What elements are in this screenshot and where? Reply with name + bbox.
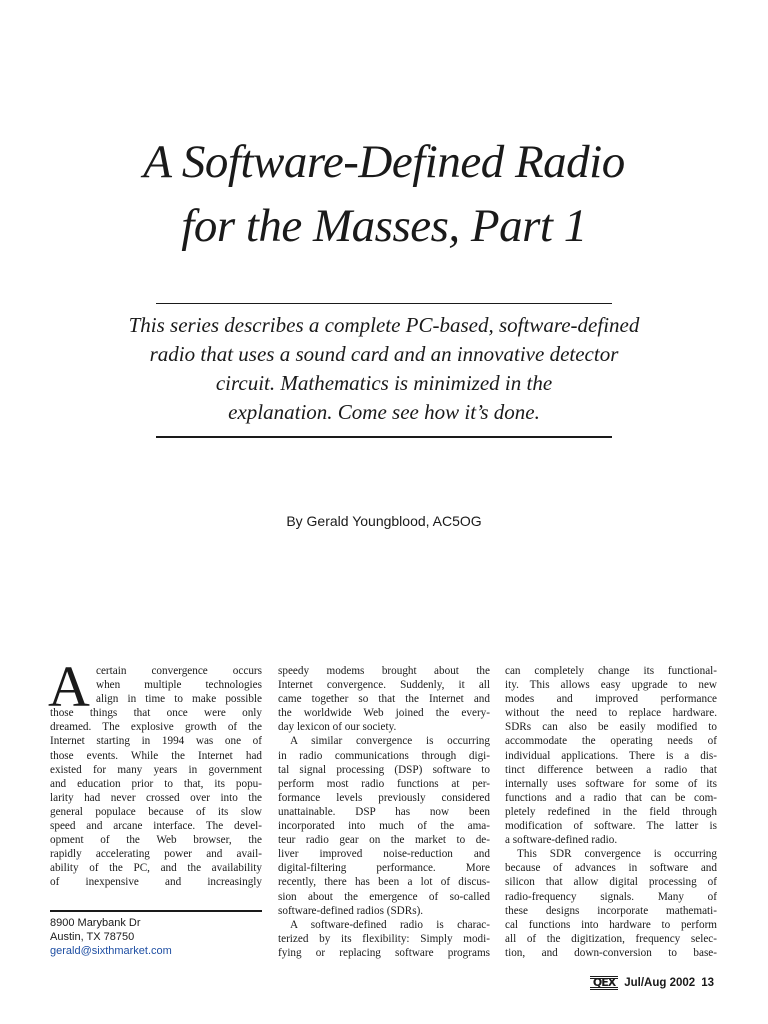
body-line: accommodate the operating needs of (505, 735, 717, 748)
body-line: those things that once were only (50, 707, 262, 720)
body-line: functions and a radio that can be com- (505, 791, 717, 804)
address-street: 8900 Marybank Dr (50, 917, 141, 929)
body-column-1 (48, 654, 262, 890)
body-line: Internet convergence. Suddenly, it all (278, 679, 490, 692)
body-line: a software-defined radio. (505, 834, 618, 847)
body-line: A similar convergence is occurring (290, 735, 490, 748)
body-line: and education prior to that, its popu- (50, 777, 262, 790)
body-line: speed and arcane interface. The devel- (50, 820, 262, 833)
body-line: software-defined radios (SDRs). (278, 904, 424, 917)
body-line: tal signal processing (DSP) software to (278, 763, 490, 776)
body-line: ity. This allows easy upgrade to new (505, 679, 717, 692)
title-line: for the Masses, Part 1 (181, 200, 587, 252)
body-line: existed for many years in government (50, 763, 262, 776)
body-line: internally uses software for some of its (505, 777, 717, 790)
body-line: recently, there has been a lot of discus- (278, 876, 490, 889)
body-line: tion, and down-conversion to base- (505, 946, 717, 959)
body-line: radio-frequency signals. Many of (505, 890, 717, 903)
body-line: day lexicon of our society. (278, 721, 397, 734)
body-line: Internet starting in 1994 was one of (50, 735, 262, 748)
body-line: silicon that allow digital processing of (505, 876, 717, 889)
deck-line: radio that uses a sound card and an innovative detector (149, 342, 619, 366)
page-footer (590, 976, 714, 990)
body-line: digital-filtering performance. More (278, 862, 490, 875)
body-column-2 (278, 664, 490, 960)
body-line: because of advances in software and (505, 862, 717, 875)
article-deck (110, 311, 658, 427)
body-line: SDRs can also be easily modified to (505, 721, 717, 734)
body-line: these designs incorporate mathemati- (505, 904, 717, 917)
body-line: rapidly accelerating power and avail- (50, 848, 262, 861)
body-line: without the need to replace hardware. (505, 707, 717, 720)
body-line: speedy modems brought about the (278, 665, 490, 677)
drop-cap: A (48, 654, 90, 719)
body-line: terized by its flexibility: Simply modi- (278, 932, 490, 945)
body-line: modification of software. The latter is (505, 820, 717, 833)
body-line: liver improved noise-reduction and (278, 848, 490, 861)
body-line: came together so that the Internet and (278, 693, 490, 706)
body-line: opment of the Web browser, the (50, 834, 262, 847)
body-line: in radio communications through digi- (278, 749, 490, 762)
body-line: teur radio gear on the market to de- (278, 834, 490, 847)
body-line: cal functions into hardware to perform (505, 918, 717, 931)
body-line: This SDR convergence is occurring (517, 848, 717, 861)
body-line: ability of the PC, and the availability (50, 862, 262, 875)
author-email-link[interactable]: gerald@sixthmarket.com (50, 945, 172, 957)
issue-date: Jul/Aug 2002 (624, 977, 696, 989)
body-column-3 (505, 664, 717, 960)
body-line: align in time to make possible (96, 693, 262, 706)
deck-bottom-rule (156, 436, 612, 438)
body-line: when multiple technologies (96, 679, 262, 692)
body-line: all of the digitization, frequency selec- (505, 932, 717, 945)
deck-line: circuit. Mathematics is minimized in the (215, 371, 553, 395)
body-line: perform most radio functions at per- (278, 777, 490, 790)
address-rule (50, 910, 262, 912)
title-line: A Software-Defined Radio (143, 136, 625, 188)
qex-logo: QEX (590, 976, 618, 990)
body-line: sion about the emergence of so-called (278, 890, 490, 903)
body-line: the worldwide Web joined the every- (278, 707, 490, 720)
body-line: modes and improved performance (505, 693, 717, 706)
body-line: certain convergence occurs (96, 665, 262, 677)
body-line: fying or replacing software programs (278, 946, 490, 959)
body-line: tinct difference between a radio that (505, 763, 717, 776)
deck-line: explanation. Come see how it’s done. (228, 400, 540, 424)
body-line: incorporated into much of the ama- (278, 820, 490, 833)
deck-top-rule (156, 303, 612, 304)
page-number: 13 (701, 977, 714, 989)
author-address (50, 916, 262, 958)
body-line: general populace because of its slow (50, 805, 262, 818)
body-line: can completely change its functional- (505, 665, 717, 677)
byline: By Gerald Youngblood, AC5OG (286, 513, 482, 529)
article-title (0, 130, 768, 258)
body-line: unattainable. DSP has now been (278, 805, 490, 818)
body-line: of inexpensive and increasingly (50, 876, 262, 889)
body-line: pletely redefined in the field through (505, 805, 717, 818)
address-city: Austin, TX 78750 (50, 931, 135, 943)
body-line: individual applications. There is a dis- (505, 749, 717, 762)
body-line: dreamed. The explosive growth of the (50, 721, 262, 734)
deck-line: This series describes a complete PC-based, software-defined (128, 313, 640, 337)
body-line: formance levels previously considered (278, 791, 490, 804)
body-line: larity had never crossed over into the (50, 791, 262, 804)
body-line: A software-defined radio is charac- (290, 918, 490, 931)
body-line: those events. While the Internet had (50, 749, 262, 762)
